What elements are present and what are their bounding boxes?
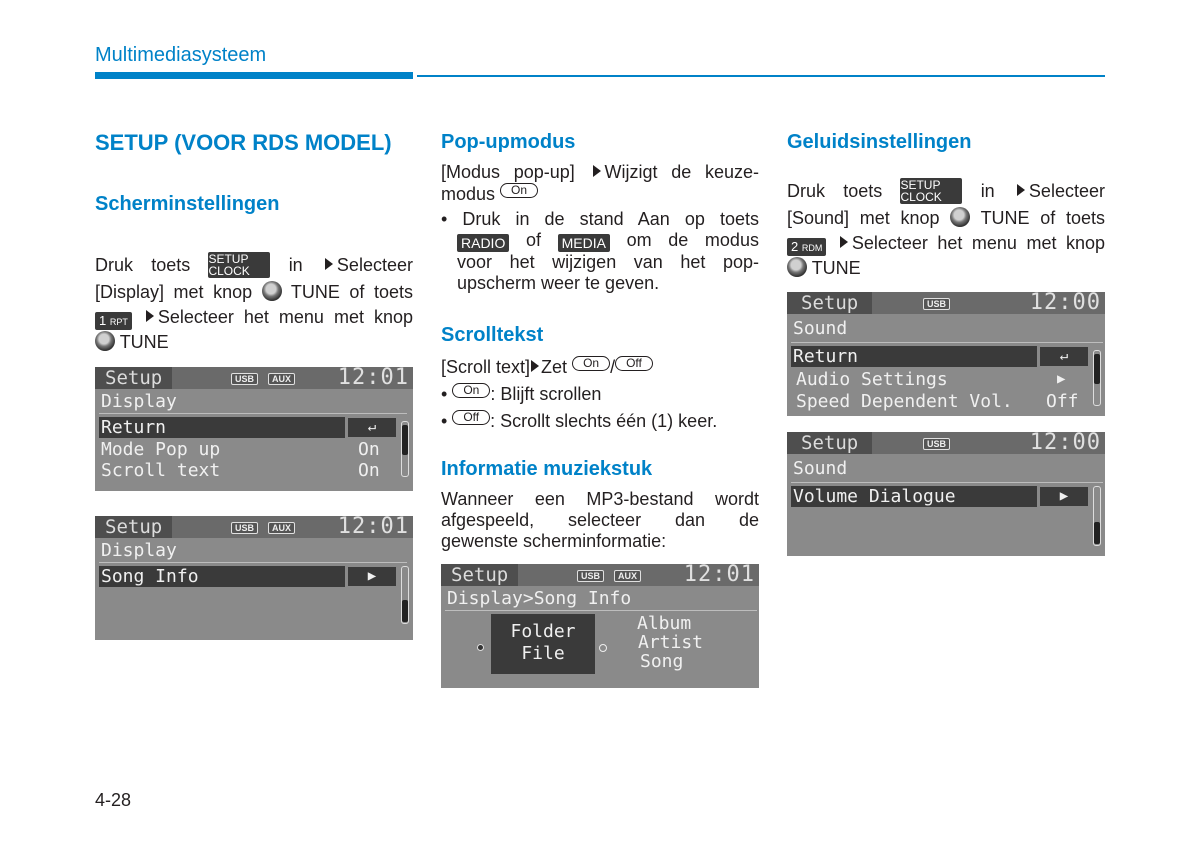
rdm-key: 2 RDM [787, 238, 826, 256]
aux-badge: AUX [268, 373, 295, 385]
lcd-clock: 12:00 [1029, 292, 1101, 315]
lcd-clock: 12:00 [1029, 432, 1101, 455]
arrow-right-icon [593, 165, 601, 177]
tune-knob-icon [262, 281, 282, 301]
usb-badge: USB [923, 438, 950, 450]
off-button-icon: Off [615, 356, 653, 371]
lcd-value: On [358, 460, 380, 481]
sound-settings-title: Geluidsinstellingen [787, 131, 972, 153]
lcd-value: On [358, 439, 380, 460]
arrow-right-icon [146, 310, 154, 322]
header-rule-thick [95, 72, 413, 79]
lcd-row-return: Return [791, 346, 1037, 367]
display-instructions: Druk toets SETUP CLOCK in Selecteer [Display] met knop TUNE of toets 1 RPT Selecteer het menu met knop TUNE [95, 252, 413, 352]
lcd-subtitle: Sound [793, 458, 848, 479]
arrow-right-icon [840, 236, 848, 248]
setup-clock-key: SETUP CLOCK [208, 252, 270, 278]
lcd-title: Setup [787, 292, 872, 314]
aux-badge: AUX [614, 570, 641, 582]
usb-badge: USB [923, 298, 950, 310]
sound-instructions: Druk toets SETUP CLOCK in Selecteer [Sound] met knop TUNE of toets 2 RDM Selecteer het menu met knop TUNE [787, 178, 1105, 278]
lcd-title: Setup [441, 564, 518, 586]
subsection-title: Scherminstellingen [95, 193, 280, 215]
scroll-text-title: Scrolltekst [441, 324, 544, 346]
lcd-row-mode-popup: Mode Pop up [101, 439, 221, 460]
arrow-right-icon [325, 258, 333, 270]
running-header: Multimediasysteem [95, 44, 267, 66]
popup-mode-bullet: • Druk in de stand Aan op toets RADIO of MEDIA om de modus voor het wijzigen van het pop- upscherm weer te geven. [441, 209, 759, 293]
lcd-option-folder-file: Folder File [491, 614, 595, 674]
popup-mode-text: [Modus pop-up] Wijzigt de keuze- modus On [441, 162, 759, 204]
radio-key: RADIO [457, 234, 509, 252]
lcd-display-menu [95, 367, 413, 491]
lcd-subtitle: Display [101, 391, 177, 412]
lcd-volume-dialogue [787, 432, 1105, 556]
lcd-clock: 12:01 [683, 564, 755, 587]
rpt-key: 1 RPT [95, 312, 132, 330]
lcd-title: Setup [787, 432, 872, 454]
lcd-row-volume-dialogue: Volume Dialogue [791, 486, 1037, 507]
arrow-right-icon [1017, 184, 1025, 196]
on-button-icon: On [500, 183, 538, 198]
lcd-row-return: Return [99, 417, 345, 438]
arrow-right-icon [531, 360, 539, 372]
usb-badge: USB [231, 522, 258, 534]
return-icon: ↵ [1040, 347, 1088, 366]
lcd-row-speed-vol: Speed Dependent Vol. [796, 391, 1013, 412]
lcd-song-info-options: Setup USB AUX 12:01 Display>Song Info Folder File Album Artist Song [441, 564, 759, 688]
tune-knob-icon [95, 331, 115, 351]
chevron-right-icon: ▶ [1057, 371, 1066, 387]
off-button-icon: Off [452, 410, 490, 425]
lcd-row-audio-settings: Audio Settings [796, 369, 948, 390]
page-number: 4-28 [95, 790, 132, 810]
scroll-text-body: [Scroll text] Zet On / Off • On : Blijft scrollen • Off : Scrollt slechts één (1) keer. [441, 356, 718, 431]
return-icon: ↵ [348, 418, 396, 437]
lcd-subtitle: Sound [793, 318, 848, 339]
chevron-right-icon: ▶ [1040, 487, 1088, 506]
section-title: SETUP (VOOR RDS MODEL) [95, 130, 392, 155]
radio-selected-icon [477, 644, 484, 651]
lcd-title: Setup [95, 516, 172, 538]
header-rule-thin [417, 75, 1105, 77]
song-info-body: Wanneer een MP3-bestand wordt afgespeeld, selecteer dan de gewenste scherminformatie: [441, 489, 759, 551]
media-key: MEDIA [558, 234, 610, 252]
radio-unselected-icon [599, 644, 607, 652]
lcd-row-scroll-text: Scroll text [101, 460, 221, 481]
lcd-sound-menu [787, 292, 1105, 416]
lcd-clock: 12:01 [337, 367, 409, 390]
usb-badge: USB [231, 373, 258, 385]
lcd-display-songinfo [95, 516, 413, 640]
on-button-icon: On [452, 383, 490, 398]
lcd-subtitle: Display [101, 540, 177, 561]
lcd-value: Off [1046, 391, 1079, 412]
lcd-row-song-info: Song Info [99, 566, 345, 587]
on-button-icon: On [572, 356, 610, 371]
lcd-clock: 12:01 [337, 516, 409, 539]
setup-clock-key: SETUP CLOCK [900, 178, 962, 204]
chevron-right-icon: ▶ [348, 567, 396, 586]
tune-knob-icon [787, 257, 807, 277]
usb-badge: USB [577, 570, 604, 582]
lcd-title: Setup [95, 367, 172, 389]
song-info-title: Informatie muziekstuk [441, 458, 653, 480]
popup-mode-title: Pop-upmodus [441, 131, 576, 153]
lcd-subtitle: Display>Song Info [447, 588, 632, 609]
aux-badge: AUX [268, 522, 295, 534]
tune-knob-icon [950, 207, 970, 227]
